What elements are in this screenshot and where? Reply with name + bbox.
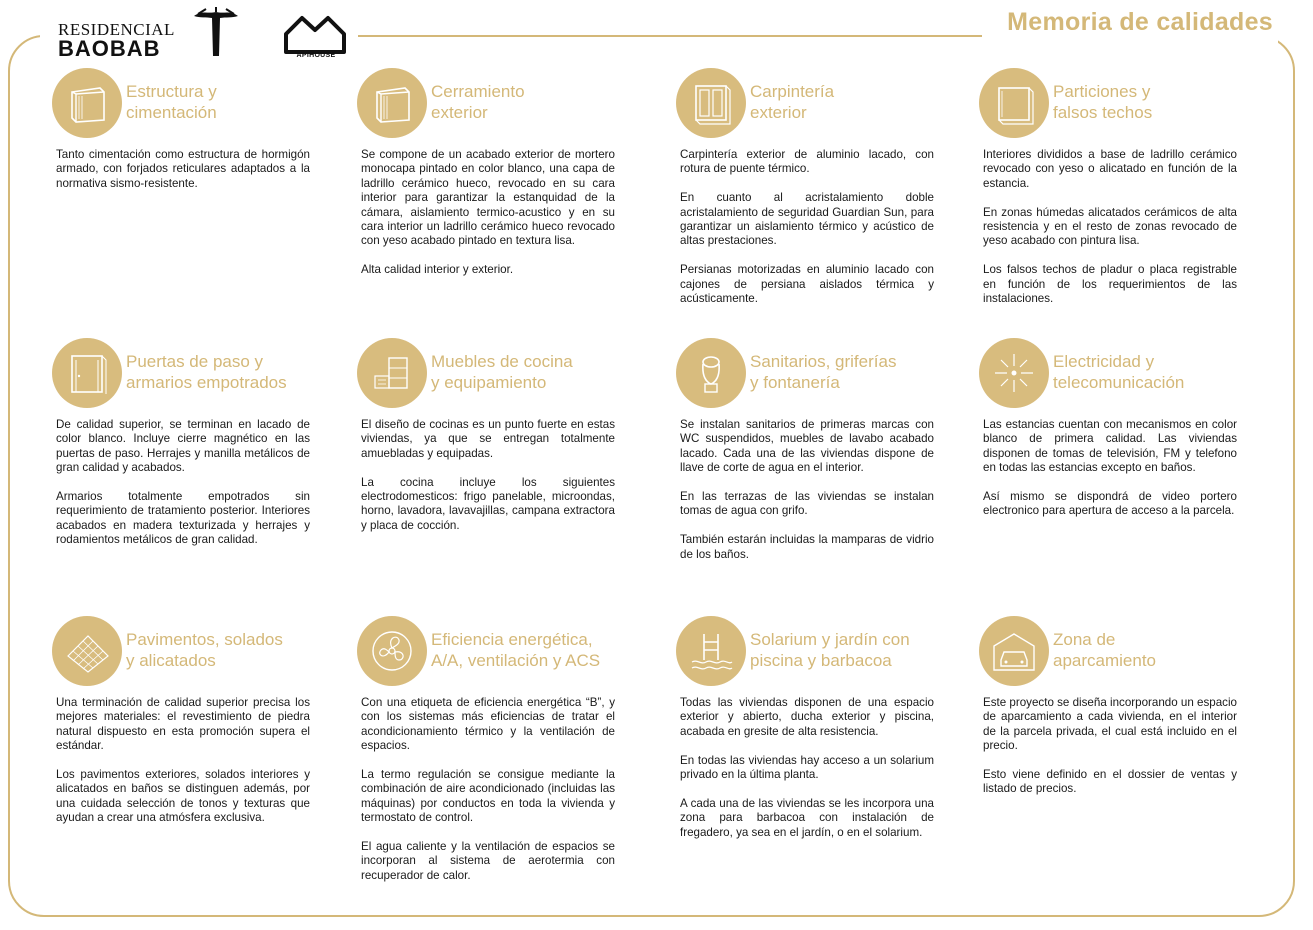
section-paragraph: Los falsos techos de pladur o placa registrable en función de los requerimientos de las instalaciones.: [983, 263, 1237, 306]
section-paragraph: También estarán incluidas la mamparas de vidrio de los baños.: [680, 533, 934, 561]
fan-icon: [357, 616, 427, 686]
section-body: [361, 696, 615, 898]
section-body: [983, 696, 1237, 811]
section-title: Sanitarios, griferías y fontanería: [750, 352, 897, 392]
section-paragraph: Este proyecto se diseña incorporando un espacio de aparcamiento a cada vivienda, en el interior de la parcela privada, el cual está incluido en el precio.: [983, 696, 1237, 753]
section-body: [361, 418, 615, 548]
section-paragraph: La termo regulación se consigue mediante la combinación de aire acondicionado (incluidas las máquinas) por conductos en toda la vivienda y termostato de control.: [361, 768, 615, 825]
section-paragraph: En todas las viviendas hay acceso a un solarium privado en la última planta.: [680, 753, 934, 782]
section-paragraph: Persianas motorizadas en aluminio lacado con cajones de persiana aislados térmica y acústicamente.: [680, 263, 934, 306]
section-body: [56, 696, 310, 840]
section-title: Zona de aparcamiento: [1053, 630, 1157, 670]
section-title: Electricidad y telecomunicación: [1053, 352, 1185, 392]
section-title: Estructura y cimentación: [126, 82, 217, 122]
wall-panel-icon: [357, 68, 427, 138]
section-paragraph: En zonas húmedas alicatados cerámicos de alta resistencia y en el resto de zonas revocado de yeso acabado con pintura lisa.: [983, 205, 1237, 248]
section-paragraph: Armarios totalmente empotrados sin requerimiento de tratamiento posterior. Interiores acabados en madera texturizada y herrajes y rodamientos metálicos de gran calidad.: [56, 490, 310, 547]
section-body: [983, 148, 1237, 321]
section-paragraph: Se compone de un acabado exterior de mortero monocapa pintado en color blanco, una capa de ladrillo cerámico hueco, revocado en su cara interior para garantizar la estanquidad de la cámara, aislamiento termico-acustico y en su cara interior un ladrillo cerámico hueco revocado con yeso acabado pintado en textura lisa.: [361, 148, 615, 248]
document-title: Memoria de calidades: [1007, 8, 1273, 36]
section-paragraph: En las terrazas de las viviendas se instalan tomas de agua con grifo.: [680, 490, 934, 518]
section-body: [983, 418, 1237, 533]
section-body: [56, 148, 310, 206]
baobab-tree-icon: [192, 6, 240, 58]
brand-name-line2: BAOBAB: [58, 36, 161, 61]
wall-panel-icon: [52, 68, 122, 138]
section-title: Muebles de cocina y equipamiento: [431, 352, 573, 392]
section-paragraph: En cuanto al acristalamiento doble acristalamiento de seguridad Guardian Sun, para garantizar un aislamiento térmico y acústico de altas prestaciones.: [680, 191, 934, 248]
section-title: Solarium y jardín con piscina y barbacoa: [750, 630, 910, 670]
section-paragraph: Alta calidad interior y exterior.: [361, 263, 514, 277]
section-paragraph: Con una etiqueta de eficiencia energética “B”, y con los sistemas más eficiencias de tratar el acondicionamiento térmico y la ventilación de espacios.: [361, 696, 615, 753]
section-paragraph: Los pavimentos exteriores, solados interiores y alicatados en baños se distinguen además, por una cuidada selección de tonos y texturas que ayudan a crear una atmósfera exclusiva.: [56, 768, 310, 825]
section-paragraph: Todas las viviendas disponen de una espacio exterior y abierto, ducha exterior y piscina, acabada en gresite de alta resistencia.: [680, 696, 934, 738]
section-paragraph: Las estancias cuentan con mecanismos en color blanco de primera calidad. Las viviendas disponen de tomas de televisión, FM y telefono en todas las estancias excepto en baños.: [983, 418, 1237, 475]
brand-name-line1: RESIDENCIAL: [58, 20, 175, 39]
section-title: Puertas de paso y armarios empotrados: [126, 352, 287, 392]
section-title: Pavimentos, solados y alicatados: [126, 630, 283, 670]
section-paragraph: De calidad superior, se terminan en lacado de color blanco. Incluye cierre magnético en las puertas de paso. Herrajes y manilla metálicos de gran calidad y acabados.: [56, 418, 310, 475]
section-paragraph: El agua caliente y la ventilación de espacios se incorporan al sistema de aerotermia con recuperador de calor.: [361, 840, 615, 882]
section-title: Particiones y falsos techos: [1053, 82, 1153, 122]
section-paragraph: A cada una de las viviendas se les incorpora una zona para barbacoa con instalación de fregadero, ya sea en el jardín, o en el solarium.: [680, 796, 934, 839]
section-title: Eficiencia energética, A/A, ventilación y ACS: [431, 630, 601, 670]
section-paragraph: Una terminación de calidad superior precisa los mejores materiales: el revestimiento de piedra natural dispuesto en esta promoción supera el estándar.: [56, 696, 310, 753]
window-icon: [676, 68, 746, 138]
section-body: [680, 696, 934, 854]
section-paragraph: Carpintería exterior de aluminio lacado, con rotura de puente térmico.: [680, 148, 934, 176]
section-paragraph: Interiores divididos a base de ladrillo cerámico revocado con yeso o alicatado en función de la estancia.: [983, 148, 1237, 190]
section-paragraph: Esto viene definido en el dossier de ventas y listado de precios.: [983, 768, 1237, 796]
kitchen-cabinet-icon: [357, 338, 427, 408]
brand-logo: [50, 6, 350, 66]
section-body: [361, 148, 615, 292]
light-spark-icon: [979, 338, 1049, 408]
section-paragraph: La cocina incluye los siguientes electrodomesticos: frigo panelable, microondas, horno, lavadora, lavavajillas, campana extractora y placa de cocción.: [361, 475, 615, 532]
section-paragraph: Así mismo se dispondrá de video portero electronico para apertura de acceso a la parcela.: [983, 490, 1237, 518]
section-body: [680, 418, 934, 576]
partner-name: APIHOUSE: [296, 52, 336, 59]
pool-ladder-icon: [676, 616, 746, 686]
section-paragraph: Se instalan sanitarios de primeras marcas con WC suspendidos, muebles de lavabo acabado lacado. Cada una de las viviendas dispone de llave de corte de agua en el interior.: [680, 418, 934, 475]
door-icon: [52, 338, 122, 408]
partition-icon: [979, 68, 1049, 138]
section-body: [680, 148, 934, 321]
section-paragraph: El diseño de cocinas es un punto fuerte en estas viviendas, ya que se entregan totalmente amuebladas y equipadas.: [361, 418, 615, 460]
section-body: [56, 418, 310, 562]
section-title: Cerramiento exterior: [431, 82, 525, 122]
toilet-icon: [676, 338, 746, 408]
floor-tiles-icon: [52, 616, 122, 686]
section-paragraph: Tanto cimentación como estructura de hormigón armado, con forjados reticulares adaptados a la normativa sismo-resistente.: [56, 148, 310, 190]
garage-car-icon: [979, 616, 1049, 686]
section-title: Carpintería exterior: [750, 82, 835, 122]
